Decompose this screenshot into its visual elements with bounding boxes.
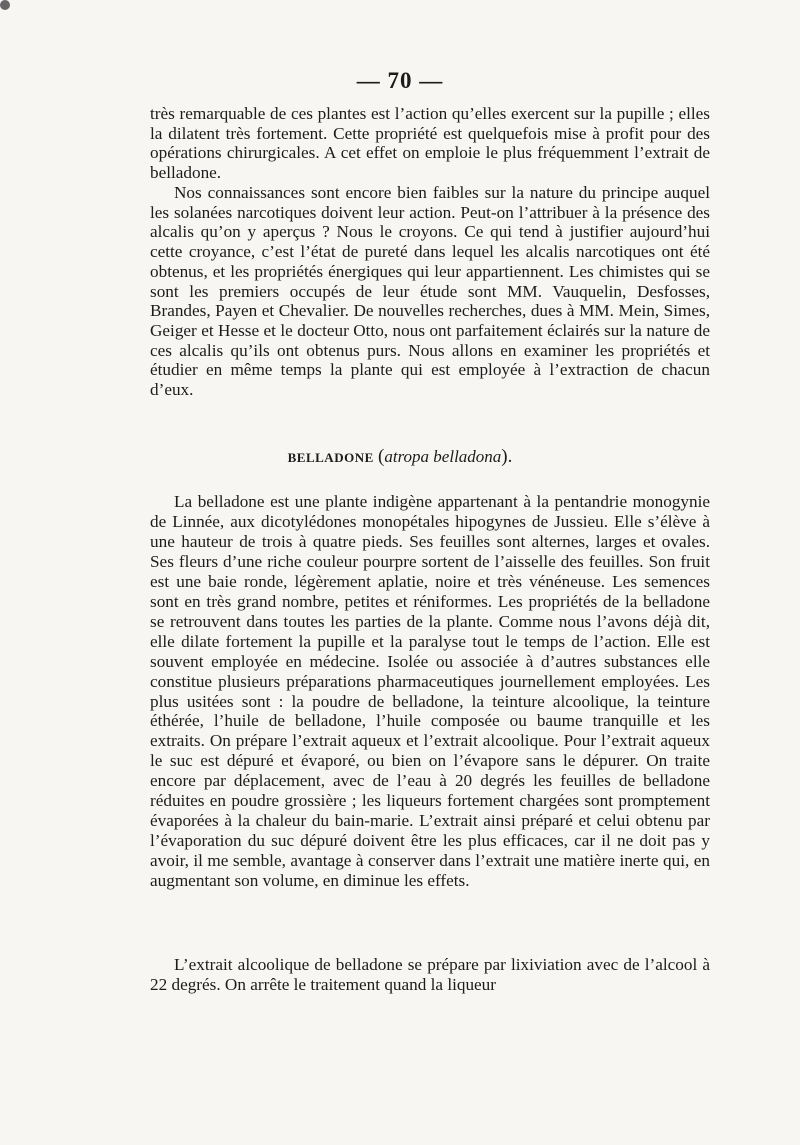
heading-plant-name: BELLADONE: [287, 450, 374, 465]
paragraph-2-container: [150, 183, 710, 400]
paragraph-3-container: [150, 492, 710, 891]
section-heading: [0, 446, 800, 468]
page-number: — 70 —: [356, 68, 444, 93]
paragraph-4-container: [150, 955, 710, 995]
heading-latin-name: atropa belladona: [384, 447, 502, 466]
paragraph-1-container: [150, 104, 710, 183]
corner-ink-mark: [0, 0, 10, 10]
heading-close-paren: ).: [501, 446, 513, 467]
paragraph-1: très remarquable de ces plantes est l’action qu’elles exercent sur la pupille ; elles la dilatent très fortement. Cette propriété est quelquefois mise à profit pour des opérations chirurgicales. A cet effet on emploie le plus fréquemment l’extrait de belladone.: [150, 104, 710, 183]
heading-open-paren: (: [378, 446, 385, 467]
paragraph-4: L’extrait alcoolique de belladone se prépare par lixiviation avec de l’alcool à 22 degrés. On arrête le traitement quand la liqueur: [150, 955, 710, 994]
paragraph-2: Nos connaissances sont encore bien faibles sur la nature du principe auquel les solanées narcotiques doivent leur action. Peut-on l’attribuer à la présence des alcalis qu’on y aperçus ? Nous le croyons. Ce qui tend à justifier aujourd’hui cette croyance, c’est l’état de pureté dans lequel les alcalis narcotiques ont été obtenus, et les propriétés énergiques qui leur appartiennent. Les chimistes qui se sont les premiers occupés de leur étude sont MM. Vauquelin, Desfosses, Brandes, Payen et Chevalier. De nouvelles recherches, dues à MM. Mein, Simes, Geiger et Hesse et le docteur Otto, nous ont parfaitement éclairés sur la nature de ces alcalis qu’ils ont obtenus purs. Nous allons en examiner les propriétés et étudier en même temps la plante qui est employée à l’extraction de chacun d’eux.: [150, 183, 710, 400]
paragraph-3: La belladone est une plante indigène appartenant à la pentandrie monogynie de Linnée, aux dicotylédones monopétales hipogynes de Jussieu. Elle s’élève à une hauteur de trois à quatre pieds. Ses feuilles sont alternes, larges et ovales. Ses fleurs d’une riche couleur pourpre sortent de l’aisselle des feuilles. Son fruit est une baie ronde, légèrement aplatie, noire et très vénéneuse. Les semences sont en très grand nombre, petites et réniformes. Les propriétés de la belladone se retrouvent dans toutes les parties de la plante. Comme nous l’avons déjà dit, elle dilate fortement la pupille et la paralyse tout le temps de l’action. Elle est souvent employée en médecine. Isolée ou associée à d’autres substances elle constitue plusieurs préparations pharmaceutiques journellement employées. Les plus usitées sont : la poudre de belladone, la teinture alcoolique, la teinture éthérée, l’huile de belladone, l’huile composée ou baume tranquille et les extraits. On prépare l’extrait aqueux et l’extrait alcoolique. Pour l’extrait aqueux le suc est dépuré et évaporé, ou bien on l’évapore sans le dépurer. On traite encore par déplacement, avec de l’eau à 20 degrés les feuilles de belladone réduites en poudre grossière ; les liqueurs fortement chargées sont promptement évaporées à la chaleur du bain-marie. L’extrait ainsi préparé et celui obtenu par l’évaporation du suc dépuré doivent être les plus efficaces, car il ne doit pas y avoir, il me semble, avantage à conserver dans l’extrait une matière inerte qui, en augmentant son volume, en diminue les effets.: [150, 492, 710, 891]
